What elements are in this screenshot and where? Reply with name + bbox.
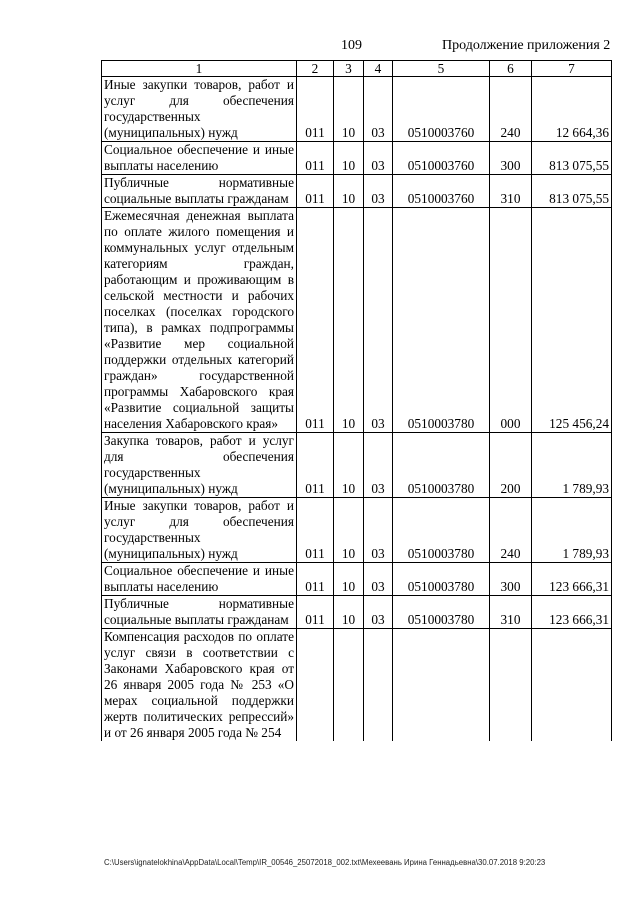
expense-type-code: 000: [490, 208, 532, 433]
section-code: 10: [334, 77, 364, 142]
target-code: 0510003760: [393, 142, 490, 175]
amount: 123 666,31: [532, 596, 612, 629]
table-row: [102, 77, 612, 142]
row-name: Публичные нормативные социальные выплаты гражданам: [102, 175, 297, 208]
subsection-code: 03: [364, 498, 393, 563]
column-header: 1: [102, 61, 297, 77]
section-code: [334, 629, 364, 742]
target-code: 0510003780: [393, 433, 490, 498]
table-row: [102, 563, 612, 596]
ministry-code: 011: [297, 77, 334, 142]
expense-type-code: 310: [490, 596, 532, 629]
table-row: [102, 208, 612, 433]
section-code: 10: [334, 175, 364, 208]
section-code: 10: [334, 142, 364, 175]
continuation-label: Продолжение приложения 2: [442, 38, 611, 53]
target-code: 0510003780: [393, 208, 490, 433]
expense-type-code: [490, 629, 532, 742]
amount: 1 789,93: [532, 498, 612, 563]
column-header: 2: [297, 61, 334, 77]
budget-table: [101, 60, 612, 741]
ministry-code: [297, 629, 334, 742]
ministry-code: 011: [297, 498, 334, 563]
column-header: 7: [532, 61, 612, 77]
amount: 813 075,55: [532, 175, 612, 208]
amount: 125 456,24: [532, 208, 612, 433]
section-code: 10: [334, 596, 364, 629]
ministry-code: 011: [297, 208, 334, 433]
table-row: [102, 498, 612, 563]
column-header: 5: [393, 61, 490, 77]
amount: [532, 629, 612, 742]
expense-type-code: 200: [490, 433, 532, 498]
section-code: 10: [334, 563, 364, 596]
row-name: Социальное обеспечение и иные выплаты населению: [102, 563, 297, 596]
ministry-code: 011: [297, 175, 334, 208]
subsection-code: 03: [364, 77, 393, 142]
expense-type-code: 240: [490, 77, 532, 142]
expense-type-code: 300: [490, 142, 532, 175]
table-row: [102, 596, 612, 629]
table-row: [102, 175, 612, 208]
column-header: 6: [490, 61, 532, 77]
target-code: [393, 629, 490, 742]
target-code: 0510003760: [393, 77, 490, 142]
table-row: [102, 433, 612, 498]
footer-file-path: C:\Users\ignatelokhina\AppData\Local\Temp\IR_00546_25072018_002.txt\Мехеевань Ирина Геннадьевна\30.07.2018 9:20:23: [104, 858, 546, 867]
subsection-code: [364, 629, 393, 742]
ministry-code: 011: [297, 596, 334, 629]
table-row: [102, 142, 612, 175]
column-header-row: [102, 61, 612, 77]
amount: 1 789,93: [532, 433, 612, 498]
row-name: Ежемесячная денежная выплата по оплате жилого помещения и коммунальных услуг отдельным категориям граждан, работающим и проживающим в сельской местности и рабочих поселках (поселках городского типа), в рамках подпрограммы «Развитие мер социальной поддержки отдельных категорий граждан» государственной программы Хабаровского края «Развитие социальной защиты населения Хабаровского края»: [102, 208, 297, 433]
row-name: Иные закупки товаров, работ и услуг для обеспечения государственных (муниципальных) нужд: [102, 77, 297, 142]
ministry-code: 011: [297, 142, 334, 175]
subsection-code: 03: [364, 142, 393, 175]
section-code: 10: [334, 433, 364, 498]
row-name: Закупка товаров, работ и услуг для обеспечения государственных (муниципальных) нужд: [102, 433, 297, 498]
row-name: Публичные нормативные социальные выплаты гражданам: [102, 596, 297, 629]
column-header: 4: [364, 61, 393, 77]
subsection-code: 03: [364, 175, 393, 208]
row-name: Иные закупки товаров, работ и услуг для обеспечения государственных (муниципальных) нужд: [102, 498, 297, 563]
table-row: [102, 629, 612, 742]
row-name: Социальное обеспечение и иные выплаты населению: [102, 142, 297, 175]
subsection-code: 03: [364, 563, 393, 596]
subsection-code: 03: [364, 433, 393, 498]
subsection-code: 03: [364, 208, 393, 433]
section-code: 10: [334, 498, 364, 563]
target-code: 0510003780: [393, 563, 490, 596]
amount: 813 075,55: [532, 142, 612, 175]
expense-type-code: 300: [490, 563, 532, 596]
subsection-code: 03: [364, 596, 393, 629]
amount: 123 666,31: [532, 563, 612, 596]
expense-type-code: 310: [490, 175, 532, 208]
amount: 12 664,36: [532, 77, 612, 142]
section-code: 10: [334, 208, 364, 433]
target-code: 0510003760: [393, 175, 490, 208]
ministry-code: 011: [297, 563, 334, 596]
page-number: 109: [341, 38, 362, 53]
target-code: 0510003780: [393, 498, 490, 563]
ministry-code: 011: [297, 433, 334, 498]
row-name: Компенсация расходов по оплате услуг связи в соответствии с Законами Хабаровского края от 26 января 2005 года № 253 «О мерах социальной поддержки жертв политических репрессий» и от 26 января 2005 года № 254: [102, 629, 297, 742]
expense-type-code: 240: [490, 498, 532, 563]
target-code: 0510003780: [393, 596, 490, 629]
column-header: 3: [334, 61, 364, 77]
